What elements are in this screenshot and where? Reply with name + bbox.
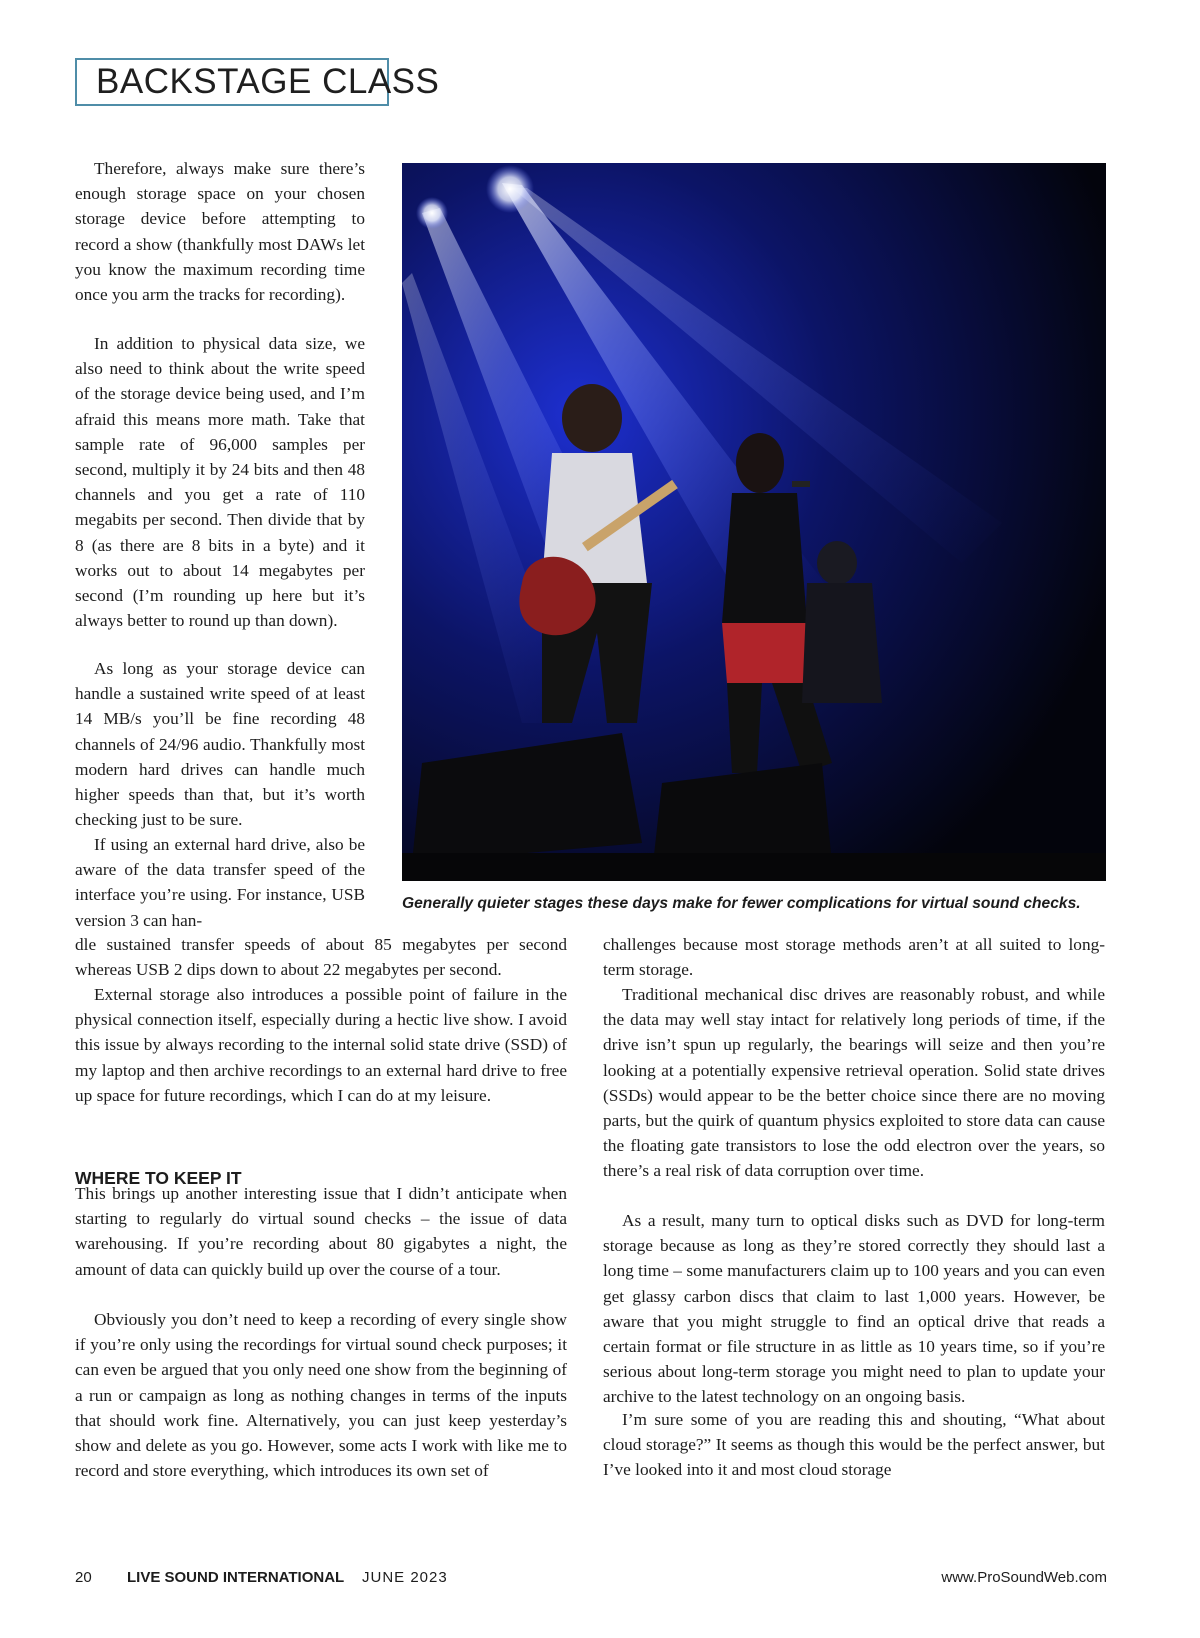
concert-photo (402, 163, 1106, 881)
issue-date: JUNE 2023 (362, 1569, 448, 1586)
body-paragraph-11: As a result, many turn to optical disks such as DVD for long-term storage because as long as they’re stored correctly they should last a long time – some manufacturers claim up to 100 years and you can even get glassy carbon discs that claim to last 1,000 years. However, be aware that you might struggle to find an optical drive that reads a certain format or file structure in as little as 10 years time, so if you’re serious about long-term storage you might need to plan to update your archive to the latest technology on an ongoing basis. (603, 1211, 1105, 1407)
photo-caption: Generally quieter stages these days make for fewer complications for virtual sound checks. (402, 895, 1081, 912)
section-tag: BACKSTAGE CLASS (75, 58, 389, 106)
body-paragraph-9: challenges because most storage methods aren’t at all suited to long-term storage. (603, 935, 1105, 980)
body-paragraph-7: This brings up another interesting issue that I didn’t anticipate when starting to regularly do virtual sound checks – the issue of data warehousing. If you’re recording about 80 gigabytes a night, the amount of data can quickly build up over the course of a tour. (75, 1184, 567, 1279)
section-subhead: WHERE TO KEEP IT (75, 1168, 242, 1188)
body-paragraph-8: Obviously you don’t need to keep a recording of every single show if you’re only using the recordings for virtual sound check purposes; it can even be argued that you only need one show from the beginning of a run or campaign as long as nothing changes in terms of the inputs that should work fine. Alternatively, you can just keep yesterday’s show and delete as you go. However, some acts I work with like me to record and store everything, which introduces its own set of (75, 1310, 567, 1481)
page-number: 20 (75, 1569, 92, 1586)
body-paragraph-12: I’m sure some of you are reading this and shouting, “What about cloud storage?” It seems as though this would be the perfect answer, but I’ve looked into it and most cloud storage (603, 1410, 1105, 1480)
magazine-name: LIVE SOUND INTERNATIONAL (127, 1569, 345, 1586)
body-paragraph-1: Therefore, always make sure there’s enough storage space on your chosen storage device before attempting to record a show (thankfully most DAWs let you know the maximum recording time once you arm the tracks for recording). (75, 159, 365, 305)
website-link[interactable]: www.ProSoundWeb.com (941, 1569, 1107, 1586)
body-paragraph-2: In addition to physical data size, we also need to think about the write speed of the storage device being used, and I’m afraid this means more math. Take that sample rate of 96,000 samples per second, multiply it by 24 bits and then 48 channels and you get a rate of 110 megabits per second. Then divide that by 8 (as there are 8 bits in a byte) and it works out to about 14 megabytes per second (I’m rounding up here but it’s always better to round up than down). (75, 334, 365, 631)
body-paragraph-4: If using an external hard drive, also be aware of the data transfer speed of the interface you’re using. For instance, USB version 3 can han- (75, 835, 365, 930)
body-paragraph-10: Traditional mechanical disc drives are reasonably robust, and while the data may well stay intact for relatively long periods of time, if the drive isn’t spun up regularly, the bearings will seize and then you’re looking at a potentially expensive retrieval operation. Solid state drives (SSDs) would appear to be the better choice since there are no moving parts, but the quirk of quantum physics exploited to store data can cause the floating gate transistors to lose the odd electron over the years, so there’s a real risk of data corruption over time. (603, 985, 1105, 1181)
concert-photo-illustration (402, 163, 1106, 881)
body-paragraph-5: dle sustained transfer speeds of about 85 megabytes per second whereas USB 2 dips down to about 22 megabytes per second. (75, 935, 567, 980)
body-paragraph-3: As long as your storage device can handle a sustained write speed of at least 14 MB/s you’ll be fine recording 48 channels of 24/96 audio. Thankfully most modern hard drives can handle much higher speeds than that, but it’s worth checking just to be sure. (75, 659, 365, 830)
body-paragraph-6: External storage also introduces a possible point of failure in the physical connection itself, especially during a hectic live show. I avoid this issue by always recording to the internal solid state drive (SSD) of my laptop and then archive recordings to an external hard drive to free up space for future recordings, which I can do at my leisure. (75, 985, 567, 1105)
